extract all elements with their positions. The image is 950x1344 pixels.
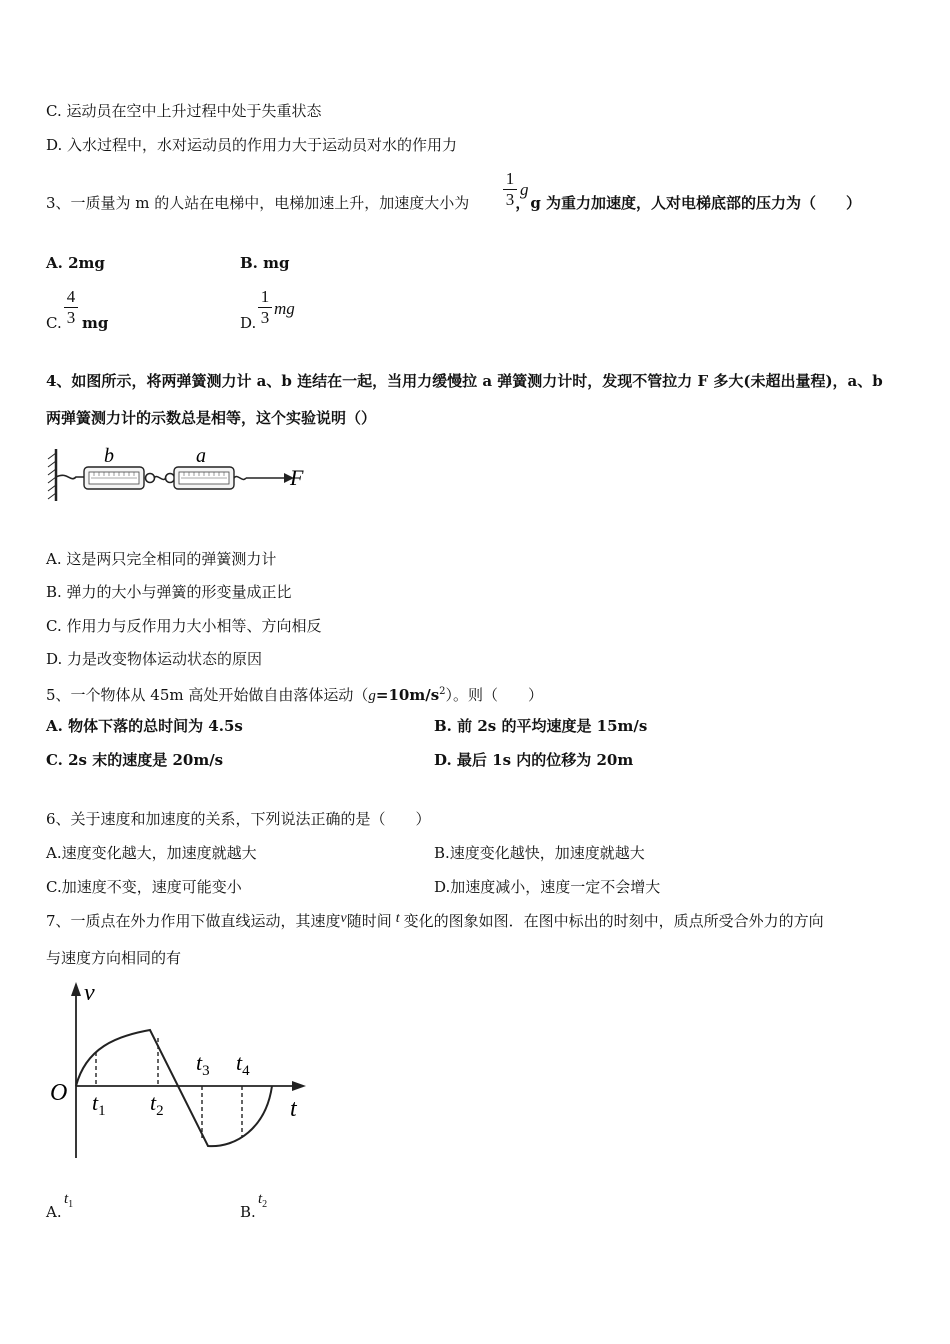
spring-scale-figure — [46, 445, 316, 505]
q7a-sub: 1 — [68, 1199, 74, 1210]
q6-option-a: A.速度变化越大，加速度就越大 — [46, 844, 257, 862]
q7-stem-part1: 7、一质点在外力作用下做直线运动，其速度 — [46, 912, 341, 930]
q3-stem — [46, 190, 862, 213]
q4-option-a: A. 这是两只完全相同的弹簧测力计 — [46, 550, 277, 568]
q7b-sub: 2 — [262, 1199, 268, 1210]
t-axis-label: t — [290, 1096, 297, 1122]
q3-option-d-fraction — [258, 288, 272, 327]
q3-stem-part1: 3、一质量为 m 的人站在电梯中，电梯加速上升，加速度大小为 — [46, 194, 470, 212]
spring-label-a: a — [196, 445, 206, 467]
q2-option-c: C. 运动员在空中上升过程中处于失重状态 — [46, 102, 322, 120]
t3-label: $t_3$ — [196, 1050, 210, 1079]
v-axis-label: v — [84, 980, 95, 1006]
spring-label-b: b — [104, 445, 114, 467]
q3d-denominator: 3 — [260, 308, 270, 327]
velocity-time-graph — [46, 978, 316, 1163]
q5-stem-sup: 2 — [439, 686, 446, 697]
q7-stem-part3: 变化的图象如图．在图中标出的时刻中，质点所受合外力的方向 — [403, 912, 824, 930]
q4-stem-line2: 两弹簧测力计的示数总是相等，这个实验说明（） — [46, 409, 377, 427]
q5-stem-part2: =10m/s — [375, 686, 440, 704]
q3c-denominator: 3 — [66, 308, 76, 327]
q6-option-b: B.速度变化越快，加速度就越大 — [434, 844, 645, 862]
q6-option-d: D.加速度减小，速度一定不会增大 — [434, 878, 661, 896]
q7-stem-v: v — [340, 911, 347, 926]
origin-label: O — [50, 1080, 68, 1106]
q2-option-d: D. 入水过程中，水对运动员的作用力大于运动员对水的作用力 — [46, 136, 458, 154]
t4-label: $t_4$ — [236, 1050, 250, 1079]
spring-scale-b — [84, 467, 144, 489]
q3-frac-variable: g — [520, 180, 529, 199]
q6-stem: 6、关于速度和加速度的关系，下列说法正确的是（ ） — [46, 810, 431, 828]
q5-option-b: B. 前 2s 的平均速度是 15m/s — [434, 717, 648, 735]
q7-stem-part2: 随时间 — [346, 912, 392, 930]
q3-stem-part2: ，g 为重力加速度，人对电梯底部的压力为（ ） — [515, 194, 862, 212]
q7-option-a-label: A. — [46, 1203, 62, 1221]
q5-stem-part1: 5、一个物体从 45m 高处开始做自由落体运动（ — [46, 686, 369, 704]
q7-option-a-value — [64, 1191, 73, 1210]
q5-option-c: C. 2s 末的速度是 20m/s — [46, 751, 224, 769]
t1-label: $t_1$ — [92, 1090, 106, 1119]
q5-stem-part3: ）。则（ ） — [445, 686, 544, 704]
q3-option-c-fraction — [64, 288, 78, 327]
q3d-numerator: 1 — [260, 287, 270, 306]
q3-option-d-unit: mg — [274, 299, 295, 318]
q3-option-d-label: D. — [240, 314, 257, 332]
q7-stem-line2: 与速度方向相同的有 — [46, 949, 182, 967]
spring-scale-a — [174, 467, 234, 489]
q3-option-b: B. mg — [240, 254, 290, 272]
t2-label: $t_2$ — [150, 1090, 164, 1119]
q4-option-c: C. 作用力与反作用力大小相等、方向相反 — [46, 617, 322, 635]
q3c-numerator: 4 — [66, 287, 76, 306]
q5-option-d: D. 最后 1s 内的位移为 20m — [434, 751, 634, 769]
q7-option-b-value — [258, 1191, 267, 1210]
q3-option-c-unit: mg — [82, 314, 109, 332]
force-label-F: F — [290, 465, 304, 490]
q4-option-b: B. 弹力的大小与弹簧的形变量成正比 — [46, 583, 292, 601]
q3-option-a: A. 2mg — [46, 254, 105, 272]
q5-option-a: A. 物体下落的总时间为 4.5s — [46, 717, 243, 735]
q3-fraction — [503, 170, 517, 209]
q3-frac-denominator: 3 — [505, 190, 515, 209]
q7-stem-line1 — [46, 911, 824, 933]
q6-option-c: C.加速度不变，速度可能变小 — [46, 878, 242, 896]
q7b-t: t — [258, 1191, 263, 1207]
q7-stem-t: t — [395, 911, 400, 926]
q5-stem-g: g — [368, 688, 376, 704]
q7a-t: t — [64, 1191, 69, 1207]
q3-option-c-label: C. — [46, 314, 62, 332]
q4-stem-line1: 4、如图所示，将两弹簧测力计 a、b 连结在一起，当用力缓慢拉 a 弹簧测力计时，发现不管拉力 F 多大(未超出量程)，a、b — [46, 372, 883, 390]
q7-option-b-label: B. — [240, 1203, 256, 1221]
q5-stem — [46, 682, 543, 706]
q3-frac-numerator: 1 — [505, 169, 515, 188]
q4-option-d: D. 力是改变物体运动状态的原因 — [46, 650, 263, 668]
